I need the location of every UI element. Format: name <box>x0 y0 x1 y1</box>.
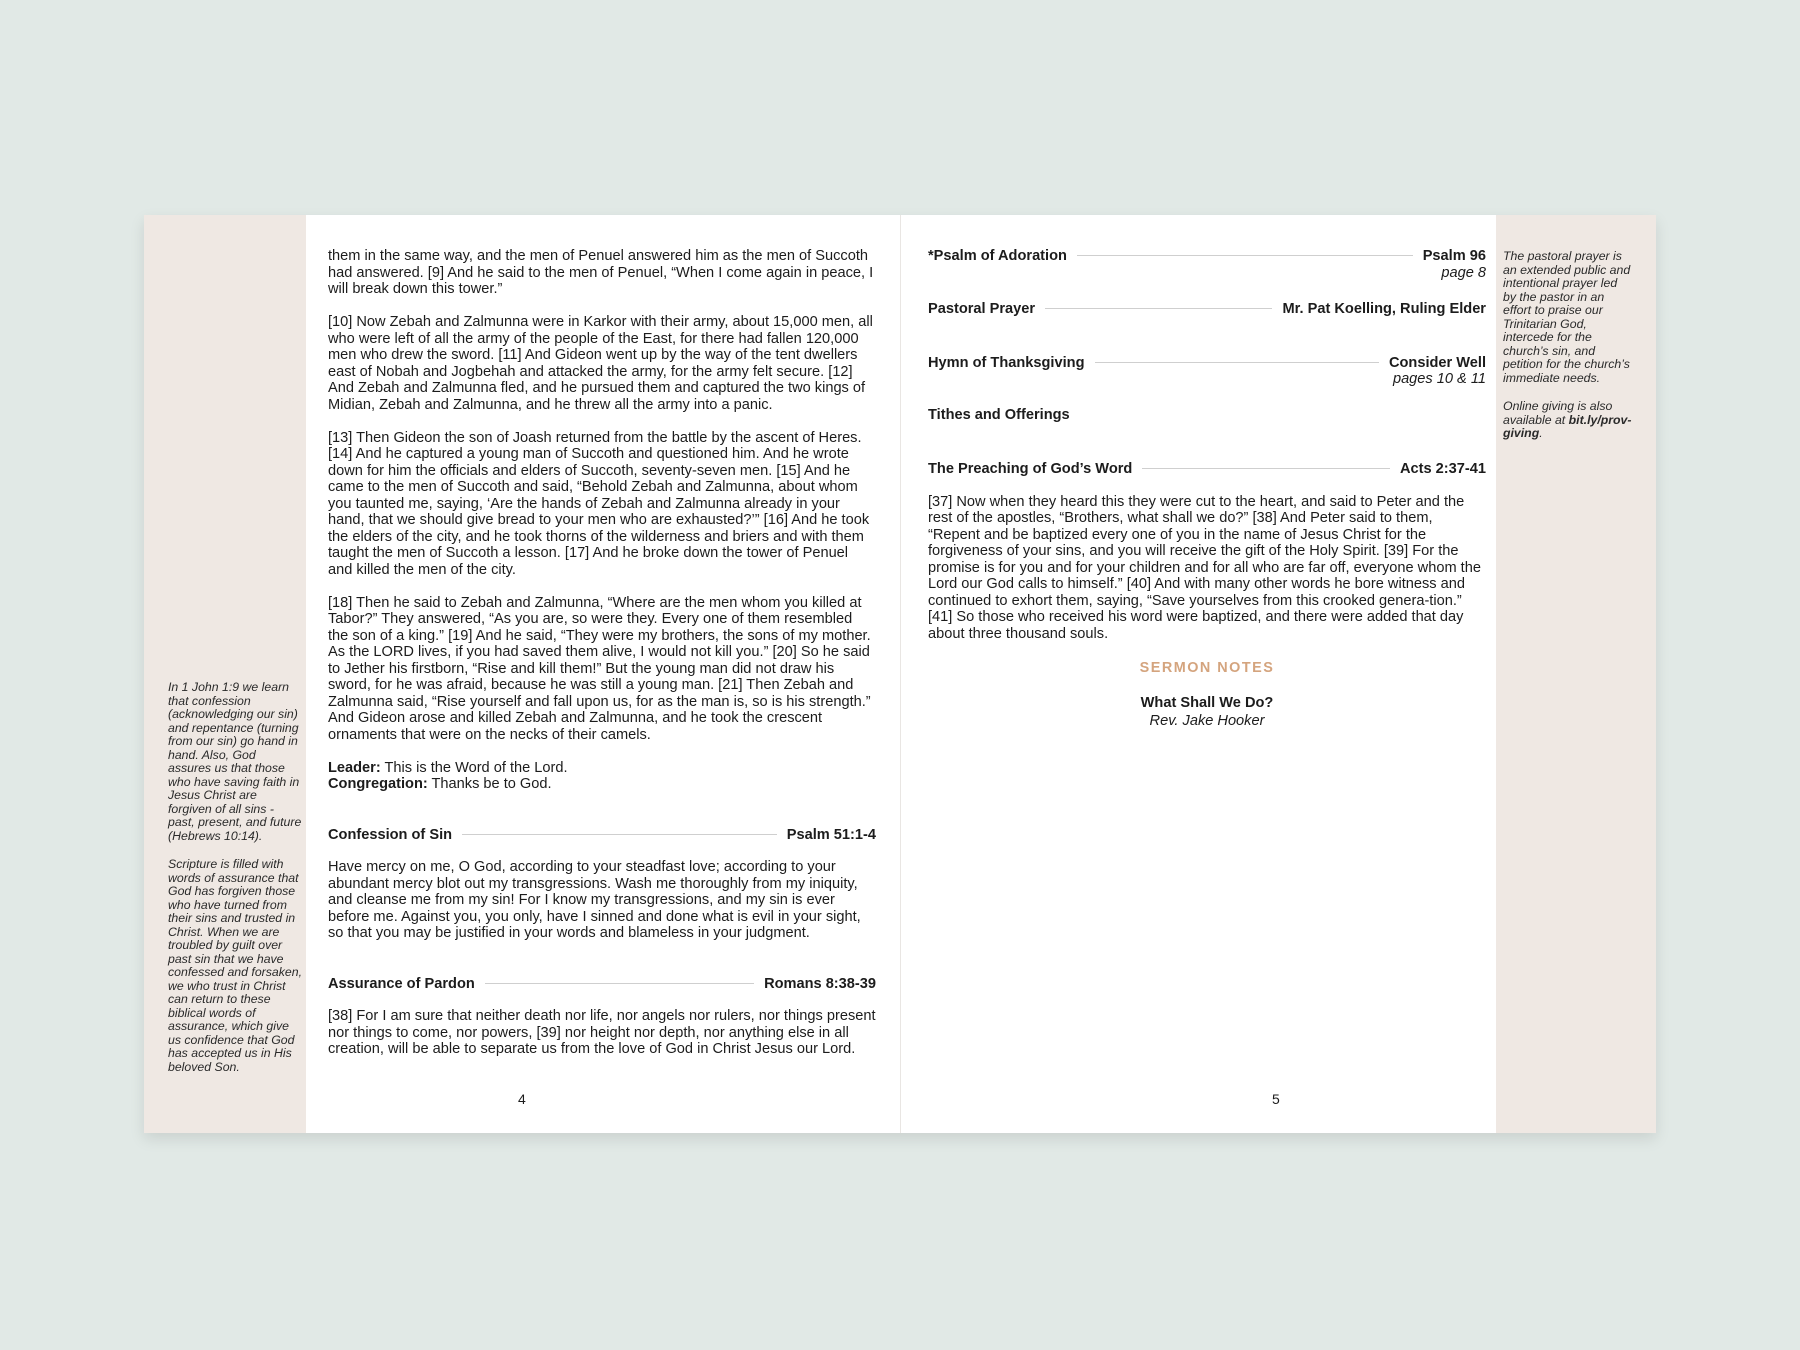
left-margin-panel <box>144 215 306 1133</box>
page-4 <box>328 248 876 1074</box>
online-giving-suffix: . <box>1539 426 1543 440</box>
congregation-line <box>328 776 876 793</box>
tithes-title: Tithes and Offerings <box>928 406 1070 423</box>
prayer-heading <box>928 301 1486 318</box>
online-giving-note <box>1503 400 1633 441</box>
assurance-text: [38] For I am sure that neither death nor life, nor angels nor rulers, nor things present nor things to come, nor powers, [39] nor height nor depth, nor anything else in all creation, will be able to separate us from the love of God in Christ Jesus our Lord. <box>328 1008 876 1057</box>
congregation-text: Thanks be to God. <box>427 776 552 792</box>
pastoral-prayer-note: The pastoral prayer is an extended public and intentional prayer led by the pastor in an effort to praise our Trinitarian God, intercede for the church’s sin, and petition for the church’s immediate needs. <box>1503 249 1631 385</box>
giving-link[interactable]: bit.ly/prov-giving <box>1503 412 1632 440</box>
preaching-heading <box>928 461 1486 478</box>
prayer-title: Pastoral Prayer <box>928 301 1036 317</box>
online-giving-prefix: Online giving is also available at <box>1503 399 1613 427</box>
assurance-reference: Romans 8:38-39 <box>764 975 876 992</box>
scripture-paragraph: [13] Then Gideon the son of Joash returned from the battle by the ascent of Heres. [14] And he captured a young man of Succoth and questioned him. And he wrote down for him the officials and elders of Succoth, seventy-seven men. [15] And he came to the men of Succoth and said, “Behold Zebah and Zalmunna, about whom you taunted me, saying, ‘Are the hands of Zebah and Zalmunna already in your hand, that we should give bread to your men who are exhausted?’” [16] And he took the elders of the city, and he took thorns of the wilderness and briers and with them taught the men of Succoth a lesson. [17] And he broke down the tower of Penuel and killed the men of the city. <box>328 429 870 578</box>
heading-rule <box>1077 255 1413 256</box>
page-number: 4 <box>518 1091 526 1107</box>
leader-text: This is the Word of the Lord. <box>380 759 568 776</box>
page-gutter <box>900 215 901 1133</box>
psalm-reference: Psalm 96 <box>1422 248 1486 264</box>
confession-explanation-note: In 1 John 1:9 we learn that confession (acknowledging our sin) and repentance (turning from our sin) go hand in hand. Also, God assures us that those who have saving faith in Jesus Christ are forgiven of all sins - past, present, and future (Hebrews 10:14). <box>168 680 302 843</box>
confession-reference: Psalm 51:1-4 <box>786 826 876 843</box>
right-margin-notes <box>1503 250 1633 456</box>
assurance-explanation-note: Scripture is filled with words of assurance that God has forgiven those who have turned from their sins and trusted in Christ. When we are troubled by guilt over past sin that we have confessed and forsaken, we who trust in Christ can return to these biblical words of assurance, which give us confidence that God has accepted us in His beloved Son. <box>168 857 302 1074</box>
hymn-pages: pages 10 & 11 <box>1392 371 1486 387</box>
hymn-title: Hymn of Thanksgiving <box>928 354 1085 371</box>
preaching-text: [37] Now when they heard this they were cut to the heart, and said to Peter and the rest of the apostles, “Brothers, what shall we do?” [38] And Peter said to them, “Repent and be baptized every one of you in the name of Jesus Christ for the forgiveness of your sins, and you will receive the gift of the Holy Spirit. [39] For the promise is for you and for your children and for all who are far off, everyone whom the Lord our God calls to himself.” [40] And with many other words he bore witness and continued to exhort them, saying, “Save yourselves from this crooked genera-tion.” [41] So those who received his word were baptized, and there were added that day about three thousand souls. <box>928 493 1481 642</box>
scripture-paragraph: [10] Now Zebah and Zalmunna were in Karkor with their army, about 15,000 men, all who were left of all the army of the people of the East, for there had fallen 120,000 men who drew the sword. [11] And Gideon went up by the way of the tent dwellers east of Nobah and Jogbehah and attacked the army, for the army felt secure. [12] And Zebah and Zalmunna fled, and he pursued them and captured the two kings of Midian, Zebah and Zalmunna, and he threw all the army into a panic. <box>328 314 873 413</box>
heading-rule <box>1142 468 1390 469</box>
confession-text: Have mercy on me, O God, according to your steadfast love; according to your abundant mercy blot out my transgressions. Wash me thoroughly from my iniquity, and cleanse me from my sin! For I know my transgressions, and my sin is ever before me. Against you, you only, have I sinned and done what is evil in your sight, so that you may be justified in your words and blameless in your judgment. <box>328 859 861 941</box>
preaching-reference: Acts 2:37-41 <box>1400 461 1486 477</box>
hymn-heading <box>928 355 1486 372</box>
sermon-title <box>928 695 1486 712</box>
assurance-title: Assurance of Pardon <box>328 975 475 992</box>
assurance-heading <box>328 976 876 993</box>
bulletin-spread <box>144 215 1656 1133</box>
preaching-title: The Preaching of God’s Word <box>928 461 1133 477</box>
hymn-name: Consider Well <box>1388 354 1486 371</box>
prayer-leader: Mr. Pat Koelling, Ruling Elder <box>1282 301 1486 317</box>
heading-rule <box>462 834 777 835</box>
scripture-paragraph: [18] Then he said to Zebah and Zalmunna, “Where are the men whom you killed at Tabor?” They answered, “As you are, so were they. Every one of them resembled the son of a king.” [19] And he said, “They were my brothers, the sons of my mother. As the LORD lives, if you had saved them alive, I would not kill you.” [20] So he said to Jether his firstborn, “Rise and kill them!” But the young man did not draw his sword, for he was afraid, because he was still a young man. [21] Then Zebah and Zalmunna said, “Rise yourself and fall upon us, for as the man is, so is his strength.” And Gideon arose and killed Zebah and Zalmunna, and he took the crescent ornaments that were on the necks of their camels. <box>328 594 871 743</box>
scripture-paragraph: them in the same way, and the men of Penuel answered him as the men of Succoth had answered. [9] And he said to the men of Penuel, “When I come again in peace, I will break down this tower.” <box>328 248 874 297</box>
confession-heading <box>328 827 876 844</box>
heading-rule <box>1045 308 1272 309</box>
left-margin-notes <box>168 681 302 1089</box>
page-5 <box>928 248 1486 730</box>
psalm-heading <box>928 248 1486 265</box>
sermon-notes-label: SERMON NOTES <box>1139 660 1275 676</box>
page-number: 5 <box>1272 1091 1280 1107</box>
confession-title: Confession of Sin <box>328 826 453 843</box>
psalm-page: page 8 <box>1441 264 1486 281</box>
leader-line <box>328 760 876 777</box>
tithes-heading <box>928 407 1486 424</box>
right-margin-panel <box>1496 215 1656 1133</box>
leader-label: Leader: <box>328 759 381 776</box>
sermon-title-text: What Shall We Do? <box>1140 694 1274 711</box>
psalm-title: *Psalm of Adoration <box>928 248 1067 264</box>
congregation-label: Congregation: <box>328 776 428 792</box>
heading-rule <box>1095 362 1379 363</box>
heading-rule <box>485 983 754 984</box>
sermon-speaker: Rev. Jake Hooker <box>1149 713 1265 729</box>
responsive-reading <box>328 760 876 793</box>
